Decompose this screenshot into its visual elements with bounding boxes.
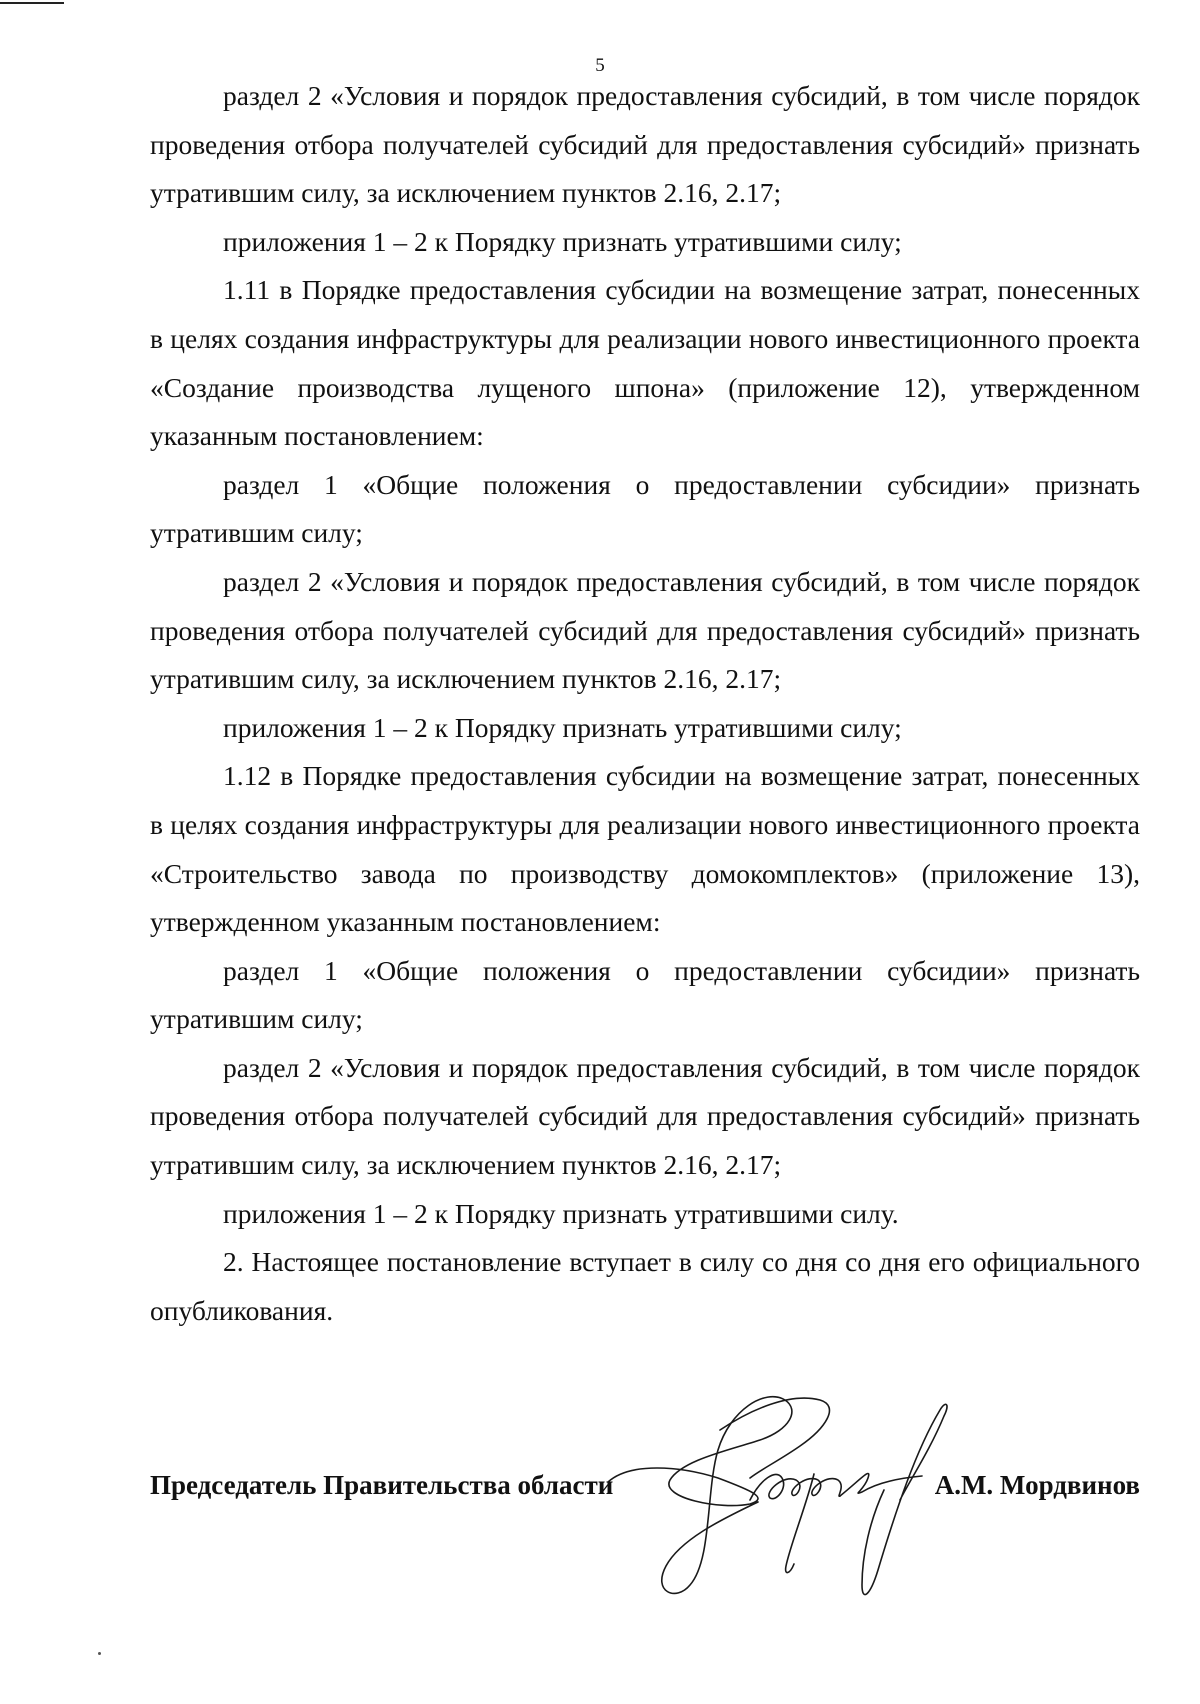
signatory-title: Председатель Правительства области — [150, 1470, 614, 1500]
handwritten-signature-icon — [600, 1370, 960, 1620]
scan-edge-mark — [0, 2, 64, 4]
paragraph: 1.11 в Порядке предоставления субсидии на возмещение затрат, понесенных в целях создания инфраструктуры для реализации нового инвестиционного проекта «Создание производства лущеного шпона» (приложение 12), утвержденном указанным постановлением: — [150, 274, 1140, 452]
paragraph: раздел 2 «Условия и порядок предоставления субсидий, в том числе порядок проведения отбора получателей субсидий для предоставления субсидий» признать утратившим силу, за исключением пунктов 2.16, 2.17; — [150, 565, 1140, 695]
margin-dot — [98, 1652, 101, 1655]
paragraph: раздел 2 «Условия и порядок предоставления субсидий, в том числе порядок проведения отбора получателей субсидий для предоставления субсидий» признать утратившим силу, за исключением пунктов 2.16, 2.17; — [150, 80, 1140, 209]
paragraph: раздел 1 «Общие положения о предоставлении субсидии» признать утратившим силу; — [150, 468, 1140, 549]
paragraph: 2. Настоящее постановление вступает в силу со дня со дня его официального опубликования. — [150, 1246, 1140, 1326]
signatory-name: А.М. Мордвинов — [934, 1470, 1140, 1500]
paragraph: приложения 1 – 2 к Порядку признать утратившими силу; — [223, 711, 902, 743]
paragraph: приложения 1 – 2 к Порядку признать утратившими силу. — [223, 1197, 899, 1229]
page-number: 5 — [595, 55, 605, 76]
paragraph: раздел 1 «Общие положения о предоставлении субсидии» признать утратившим силу; — [150, 954, 1140, 1035]
paragraph: 1.12 в Порядке предоставления субсидии на возмещение затрат, понесенных в целях создания инфраструктуры для реализации нового инвестиционного проекта «Строительство завода по производству домокомплектов» (приложение 13), утвержденном указанным постановлением: — [150, 760, 1140, 938]
document-body — [150, 72, 1140, 1335]
paragraph: раздел 2 «Условия и порядок предоставления субсидий, в том числе порядок проведения отбора получателей субсидий для предоставления субсидий» признать утратившим силу, за исключением пунктов 2.16, 2.17; — [150, 1051, 1140, 1181]
paragraph: приложения 1 – 2 к Порядку признать утратившими силу; — [223, 225, 902, 257]
